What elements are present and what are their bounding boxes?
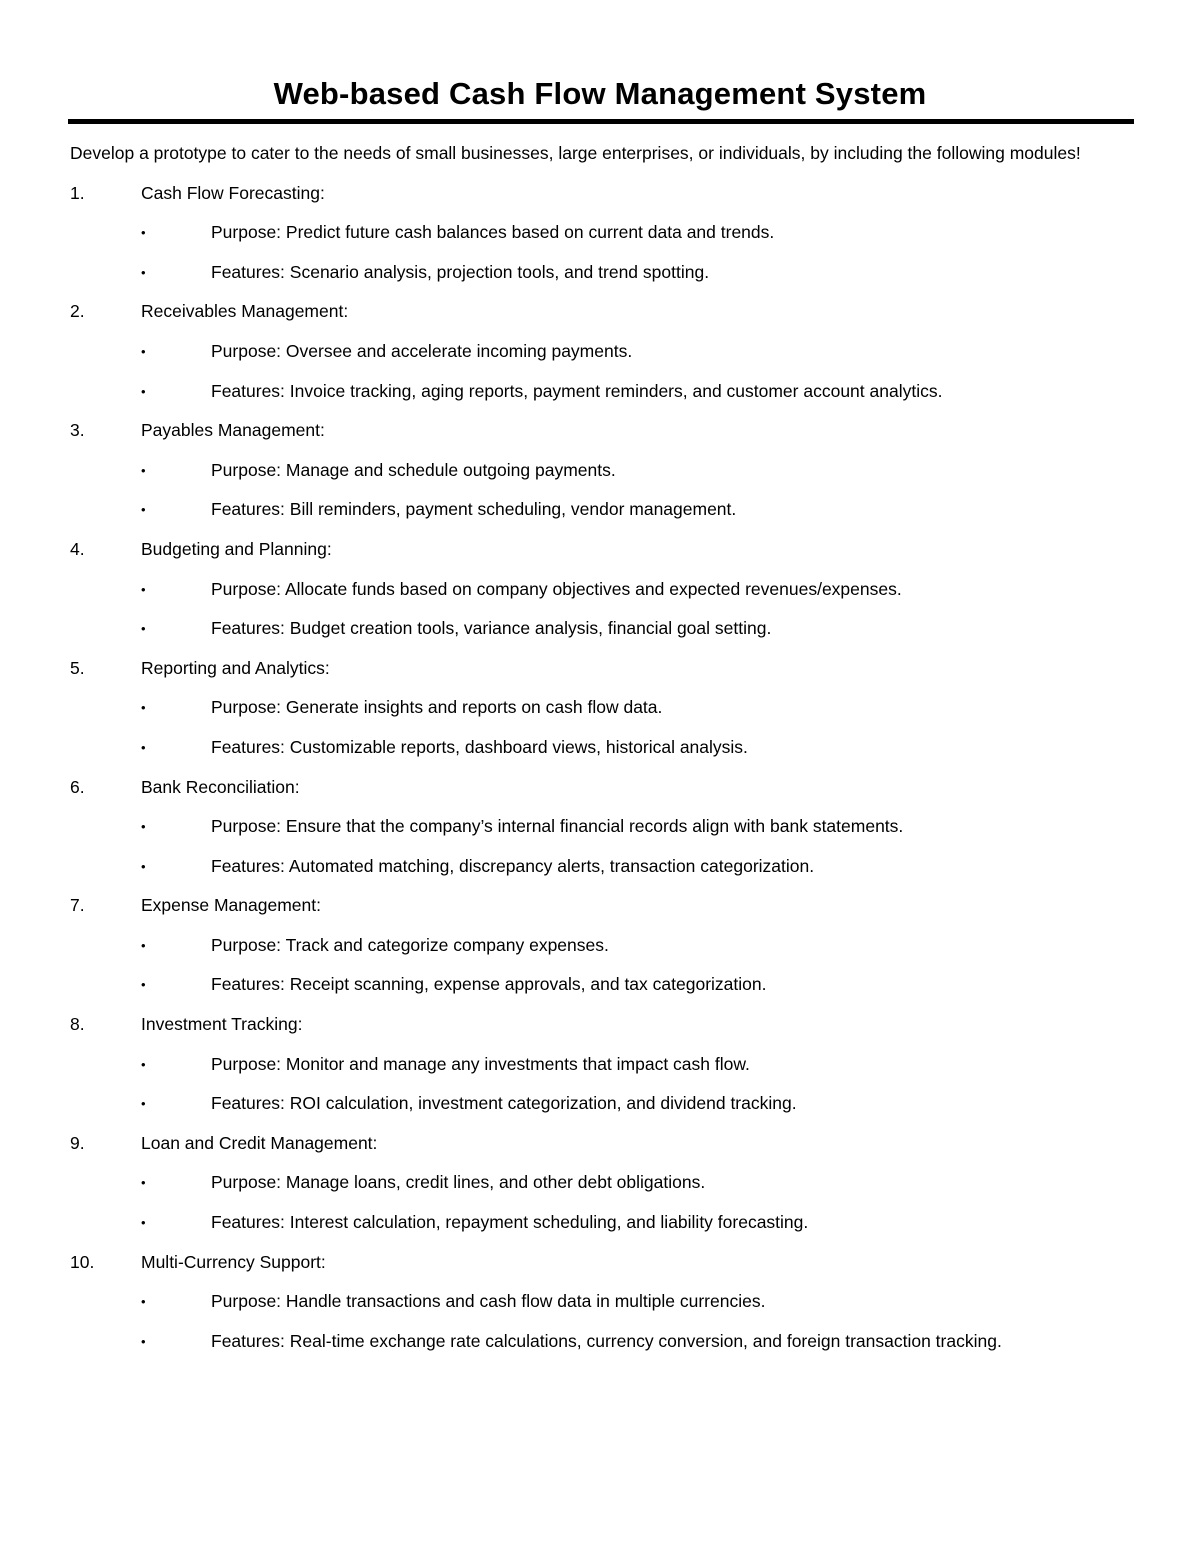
module-features-text: Features: Real-time exchange rate calculations, currency conversion, and foreign transaction tracking.	[211, 1330, 1002, 1351]
module-heading	[70, 411, 1140, 451]
module-purpose-item	[70, 807, 1140, 847]
module-name: Receivables Management:	[141, 301, 349, 322]
module-number: 1.	[70, 182, 85, 203]
module-features-item	[70, 1084, 1140, 1124]
module-features-item	[70, 372, 1140, 412]
module-heading	[70, 886, 1140, 926]
module-purpose-text: Purpose: Handle transactions and cash flow data in multiple currencies.	[211, 1291, 766, 1312]
module-features-text: Features: Budget creation tools, variance analysis, financial goal setting.	[211, 618, 772, 639]
module-purpose-text: Purpose: Oversee and accelerate incoming payments.	[211, 340, 633, 361]
bullet-icon: •	[141, 225, 146, 241]
module-name: Expense Management:	[141, 895, 321, 916]
module-heading	[70, 1124, 1140, 1164]
module-number: 10.	[70, 1251, 95, 1272]
module-purpose-text: Purpose: Ensure that the company’s internal financial records align with bank statements.	[211, 816, 904, 837]
module-purpose-item	[70, 1163, 1140, 1203]
bullet-icon: •	[141, 264, 146, 280]
bullet-icon: •	[141, 1215, 146, 1231]
intro-paragraph: Develop a prototype to cater to the needs of small businesses, large enterprises, or individuals, by including the following modules!	[70, 143, 1081, 163]
module-features-item	[70, 609, 1140, 649]
module-purpose-item	[70, 570, 1140, 610]
bullet-icon: •	[141, 462, 146, 478]
module-features-text: Features: Bill reminders, payment scheduling, vendor management.	[211, 499, 737, 520]
title-underline-rule	[68, 119, 1134, 124]
document-body	[70, 134, 1140, 1361]
module-purpose-text: Purpose: Manage and schedule outgoing payments.	[211, 459, 616, 480]
bullet-icon: •	[141, 1096, 146, 1112]
module-purpose-item	[70, 1045, 1140, 1085]
bullet-icon: •	[141, 739, 146, 755]
module-heading	[70, 292, 1140, 332]
bullet-icon: •	[141, 700, 146, 716]
module-number: 8.	[70, 1014, 85, 1035]
module-purpose-text: Purpose: Predict future cash balances based on current data and trends.	[211, 222, 775, 243]
bullet-icon: •	[141, 581, 146, 597]
module-features-item	[70, 1203, 1140, 1243]
module-features-item	[70, 253, 1140, 293]
module-name: Investment Tracking:	[141, 1014, 303, 1035]
module-heading	[70, 1005, 1140, 1045]
module-name: Multi-Currency Support:	[141, 1251, 326, 1272]
module-list	[70, 174, 1140, 1362]
bullet-icon: •	[141, 1175, 146, 1191]
module-features-text: Features: ROI calculation, investment categorization, and dividend tracking.	[211, 1093, 797, 1114]
module-features-item	[70, 847, 1140, 887]
module-features-item	[70, 728, 1140, 768]
module-purpose-item	[70, 926, 1140, 966]
module-purpose-item	[70, 451, 1140, 491]
module-purpose-text: Purpose: Generate insights and reports on cash flow data.	[211, 697, 663, 718]
module-name: Loan and Credit Management:	[141, 1132, 378, 1153]
module-features-text: Features: Invoice tracking, aging reports, payment reminders, and customer account analytics.	[211, 380, 943, 401]
module-purpose-text: Purpose: Manage loans, credit lines, and other debt obligations.	[211, 1172, 706, 1193]
module-name: Budgeting and Planning:	[141, 538, 332, 559]
module-name: Bank Reconciliation:	[141, 776, 300, 797]
module-number: 6.	[70, 776, 85, 797]
module-number: 7.	[70, 895, 85, 916]
bullet-icon: •	[141, 977, 146, 993]
module-name: Cash Flow Forecasting:	[141, 182, 325, 203]
bullet-icon: •	[141, 343, 146, 359]
bullet-icon: •	[141, 937, 146, 953]
bullet-icon: •	[141, 858, 146, 874]
bullet-icon: •	[141, 1333, 146, 1349]
module-number: 4.	[70, 538, 85, 559]
module-features-item	[70, 965, 1140, 1005]
module-name: Payables Management:	[141, 420, 325, 441]
bullet-icon: •	[141, 502, 146, 518]
module-purpose-item	[70, 688, 1140, 728]
module-features-item	[70, 490, 1140, 530]
module-features-text: Features: Interest calculation, repayment scheduling, and liability forecasting.	[211, 1212, 809, 1233]
module-features-text: Features: Scenario analysis, projection tools, and trend spotting.	[211, 261, 710, 282]
module-heading	[70, 649, 1140, 689]
module-number: 3.	[70, 420, 85, 441]
module-heading	[70, 1243, 1140, 1283]
module-number: 9.	[70, 1132, 85, 1153]
module-number: 2.	[70, 301, 85, 322]
module-purpose-item	[70, 213, 1140, 253]
module-heading	[70, 768, 1140, 808]
module-purpose-item	[70, 332, 1140, 372]
module-heading	[70, 174, 1140, 214]
bullet-icon: •	[141, 1056, 146, 1072]
module-purpose-item	[70, 1282, 1140, 1322]
bullet-icon: •	[141, 621, 146, 637]
module-heading	[70, 530, 1140, 570]
module-purpose-text: Purpose: Track and categorize company expenses.	[211, 934, 609, 955]
module-number: 5.	[70, 657, 85, 678]
module-features-text: Features: Customizable reports, dashboard views, historical analysis.	[211, 736, 748, 757]
bullet-icon: •	[141, 383, 146, 399]
bullet-icon: •	[141, 819, 146, 835]
module-purpose-text: Purpose: Allocate funds based on company objectives and expected revenues/expenses.	[211, 578, 902, 599]
document-title: Web-based Cash Flow Management System	[273, 76, 927, 111]
bullet-icon: •	[141, 1294, 146, 1310]
module-features-item	[70, 1322, 1140, 1362]
module-purpose-text: Purpose: Monitor and manage any investments that impact cash flow.	[211, 1053, 750, 1074]
module-features-text: Features: Receipt scanning, expense approvals, and tax categorization.	[211, 974, 767, 995]
module-name: Reporting and Analytics:	[141, 657, 330, 678]
module-features-text: Features: Automated matching, discrepancy alerts, transaction categorization.	[211, 855, 815, 876]
